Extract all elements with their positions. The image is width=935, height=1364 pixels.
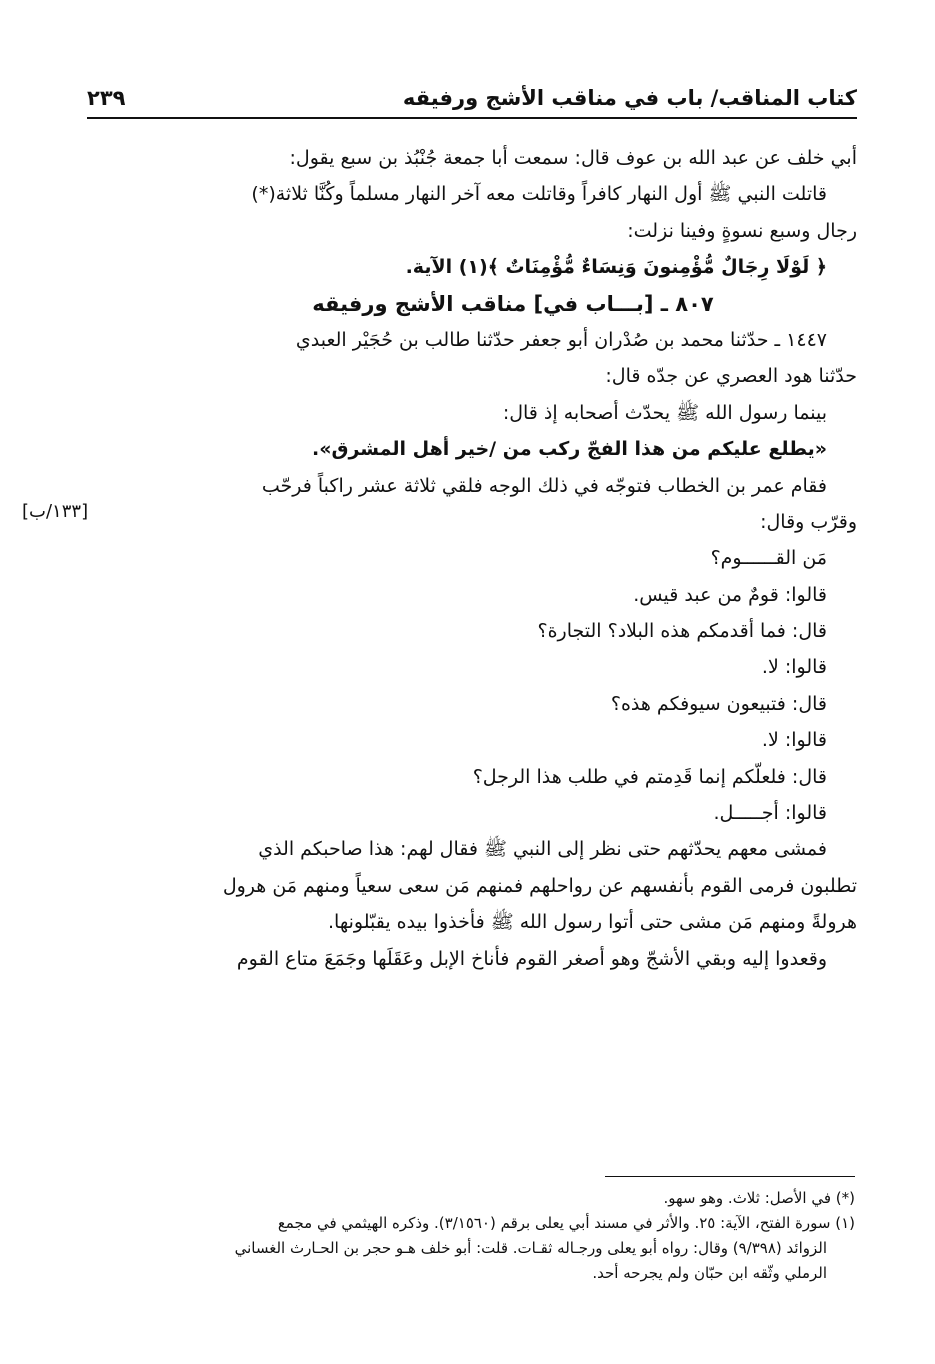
text-line: فمشى معهم يحدّثهم حتى نظر إلى النبي ﷺ فقال لهم: هذا صاحبكم الذي <box>258 838 827 861</box>
footnote-divider <box>605 1176 855 1177</box>
dialogue-line: قال: فلعلّكم إنما قَدِمتم في طلب هذا الرجل؟ <box>472 765 827 788</box>
footnote-continuation: الزوائد (٩/٣٩٨) وقال: رواه أبو يعلى ورجـاله ثقـات. قلت: أبو خلف هـو حجر بن الحـارث الغساني <box>234 1239 827 1257</box>
text-line: حدّثنا هود العصري عن جدّه قال: <box>605 365 857 388</box>
quran-verse: ﴿ لَوْلَا رِجَالٌ مُّؤْمِنونَ وَنِسَاءٌ مُّؤْمِنَاتٌ ﴾(١) الآية. <box>405 256 827 279</box>
running-header-title: كتاب المناقب/ باب في مناقب الأشج ورفيقه <box>402 86 857 110</box>
running-header <box>77 80 857 116</box>
text-line: هرولةً ومنهم مَن مشى حتى أتوا رسول الله ﷺ فأخذوا بيده يقبّلونها. <box>328 911 857 934</box>
dialogue-line: قالوا: أجـــــل. <box>713 802 827 825</box>
text-line: تطلبون فرمى القوم بأنفسهم عن رواحلهم فمنهم مَن سعى سعياً ومنهم مَن هرول <box>222 874 857 897</box>
manuscript-folio-marker: [١٣٣/ب] <box>22 501 89 522</box>
main-text <box>109 140 857 977</box>
header-divider <box>87 117 857 119</box>
footnote: (١) سورة الفتح، الآية: ٢٥. والأثر في مسند أبي يعلى برقم (٣/١٥٦٠). وذكره الهيثمي في مجمع <box>277 1214 855 1232</box>
text-line: رجال وسبع نسوةٍ وفينا نزلت: <box>627 219 857 242</box>
text-line: وقعدوا إليه وبقي الأشجّ وهو أصغر القوم فأناخ الإبل وعَقَلَها وجَمَعَ متاع القوم <box>236 947 827 970</box>
text-line: بينما رسول الله ﷺ يحدّث أصحابه إذ قال: <box>502 401 827 424</box>
footnote-continuation: الرملي وثّقه ابن حبّان ولم يجرحه أحد. <box>592 1264 827 1282</box>
dialogue-line: قالوا: لا. <box>761 656 827 679</box>
hadith-number-line: ١٤٤٧ ـ حدّثنا محمد بن صُدْران أبو جعفر حدّثنا طالب بن حُجَيْر العبدي <box>295 328 827 351</box>
chapter-heading: ٨٠٧ ـ [بـــاب في] مناقب الأشج ورفيقه <box>312 291 714 316</box>
text-line: أبي خلف عن عبد الله بن عوف قال: سمعت أبا جمعة جُنْبُذ بن سبع يقول: <box>289 147 857 169</box>
page-number: ٢٣٩ <box>87 86 126 110</box>
footnotes <box>115 1186 855 1286</box>
dialogue-line: قالوا: لا. <box>761 729 827 752</box>
text-line: قاتلت النبي ﷺ أول النهار كافراً وقاتلت معه آخر النهار مسلماً وكُنَّا ثلاثة(*) <box>251 183 827 206</box>
dialogue-line: قال: فتبيعون سيوفكم هذه؟ <box>610 692 827 715</box>
footnote: (*) في الأصل: ثلاث. وهو سهو. <box>663 1189 855 1207</box>
dialogue-line: قالوا: قومٌ من عبد قيس. <box>633 583 827 606</box>
text-line: فقام عمر بن الخطاب فتوجّه في ذلك الوجه فلقي ثلاثة عشر راكباً فرحّب <box>261 474 827 497</box>
dialogue-line: قال: فما أقدمكم هذه البلاد؟ التجارة؟ <box>537 620 827 643</box>
text-line: وقرّب وقال: <box>760 510 857 533</box>
dialogue-line: مَن القــــــوم؟ <box>710 547 827 570</box>
prophetic-saying: «يطلع عليكم من هذا الفجّ ركب من /خير أهل المشرق». <box>312 438 827 461</box>
